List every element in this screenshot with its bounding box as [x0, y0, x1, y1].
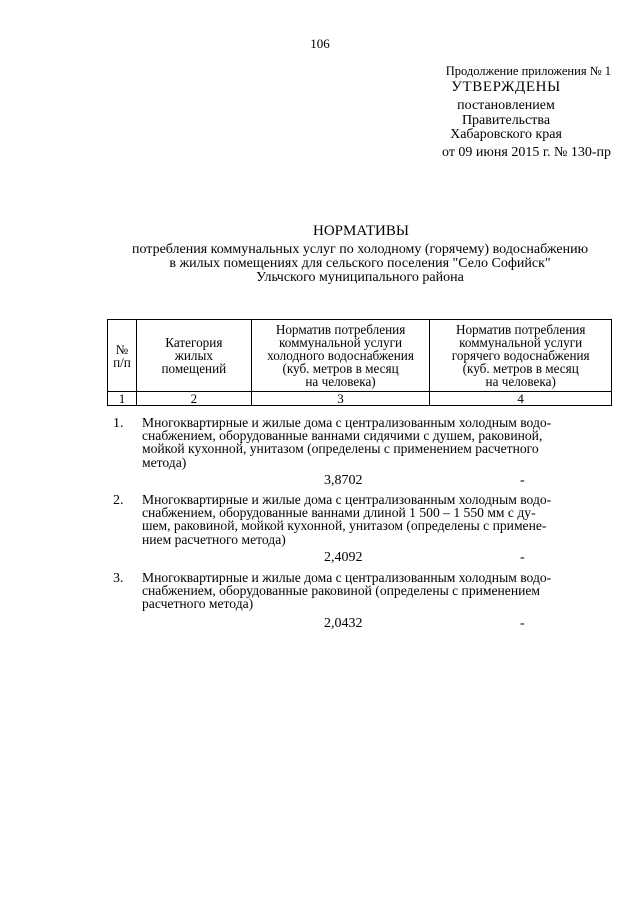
- appendix-continuation: Продолжение приложения № 1: [445, 64, 611, 78]
- row-description: [142, 571, 604, 611]
- header-line: (куб. метров в месяц: [462, 361, 579, 376]
- row-description-line: снабжением, оборудованные ваннами сидячими с душем, раковиной,: [142, 428, 543, 444]
- row-number: 3.: [113, 571, 124, 586]
- row-number: 1.: [113, 416, 124, 431]
- header-cell-hot-water: [430, 320, 612, 392]
- header-cell-cold-water: [251, 320, 430, 392]
- header-line: Категория: [165, 335, 223, 350]
- row-description-line: снабжением, оборудованные раковиной (определены с применением: [142, 583, 541, 599]
- row-description-line: снабжением, оборудованные ваннами длиной 1 500 – 1 550 мм с ду-: [142, 505, 536, 521]
- table-header-row: [108, 320, 612, 392]
- subtitle-line: потребления коммунальных услуг по холодному (горячему) водоснабжению: [131, 242, 589, 257]
- column-number: 1: [108, 392, 137, 406]
- approval-line-region: Хабаровского края: [450, 127, 562, 142]
- row-description-line: расчетного метода): [142, 596, 254, 612]
- subtitle-line: Ульчского муниципального района: [256, 270, 464, 285]
- approval-line-government: Правительства: [461, 113, 551, 128]
- header-cell-number: [108, 320, 137, 392]
- row-description-line: Многоквартирные и жилые дома с централизованным холодным водо-: [142, 492, 552, 507]
- row-description-line: мойкой кухонной, унитазом (определены с применением расчетного: [142, 441, 539, 457]
- row-description-line: метода): [142, 454, 187, 470]
- row-description: [142, 416, 604, 469]
- header-line: Норматив потребления: [455, 322, 586, 337]
- header-line: жилых: [174, 348, 213, 363]
- hot-water-value: -: [520, 616, 525, 631]
- header-line: помещений: [161, 361, 227, 376]
- header-line: Норматив потребления: [275, 322, 406, 337]
- document-title: НОРМАТИВЫ: [313, 223, 409, 239]
- header-line: (куб. метров в месяц: [282, 361, 399, 376]
- header-cell-category: [136, 320, 251, 392]
- decree-date: от 09 июня 2015 г. № 130-пр: [442, 145, 611, 160]
- norms-table-header: [107, 319, 612, 406]
- hot-water-value: -: [520, 550, 525, 565]
- header-line: горячего водоснабжения: [451, 348, 590, 363]
- cold-water-value: 3,8702: [324, 473, 363, 488]
- hot-water-value: -: [520, 473, 525, 488]
- subtitle-line: в жилых помещениях для сельского поселения "Село Софийск": [169, 256, 551, 271]
- header-line: коммунальной услуги: [459, 335, 583, 350]
- row-description-line: Многоквартирные и жилые дома с централизованным холодным водо-: [142, 570, 552, 585]
- row-description-line: шем, раковиной, мойкой кухонной, унитазом (определены с примене-: [142, 518, 547, 534]
- row-description-line: Многоквартирные и жилые дома с централизованным холодным водо-: [142, 415, 552, 430]
- page-number: 106: [310, 36, 330, 51]
- approval-line-decree: постановлением: [457, 98, 555, 113]
- document-subtitle: [100, 243, 620, 285]
- column-number: 4: [430, 392, 612, 406]
- header-line: холодного водоснабжения: [267, 348, 414, 363]
- row-description: [142, 493, 604, 546]
- header-line: п/п: [113, 354, 131, 370]
- header-line: на человека): [305, 374, 376, 389]
- row-number: 2.: [113, 493, 124, 508]
- cold-water-value: 2,0432: [324, 616, 363, 631]
- header-line: коммунальной услуги: [279, 335, 403, 350]
- column-number-row: [108, 392, 612, 406]
- header-line: на человека): [485, 374, 556, 389]
- row-description-line: нием расчетного метода): [142, 531, 286, 547]
- column-number: 3: [251, 392, 430, 406]
- header-line: №: [115, 341, 129, 357]
- cold-water-value: 2,4092: [324, 550, 363, 565]
- approved-heading: УТВЕРЖДЕНЫ: [451, 79, 561, 95]
- column-number: 2: [136, 392, 251, 406]
